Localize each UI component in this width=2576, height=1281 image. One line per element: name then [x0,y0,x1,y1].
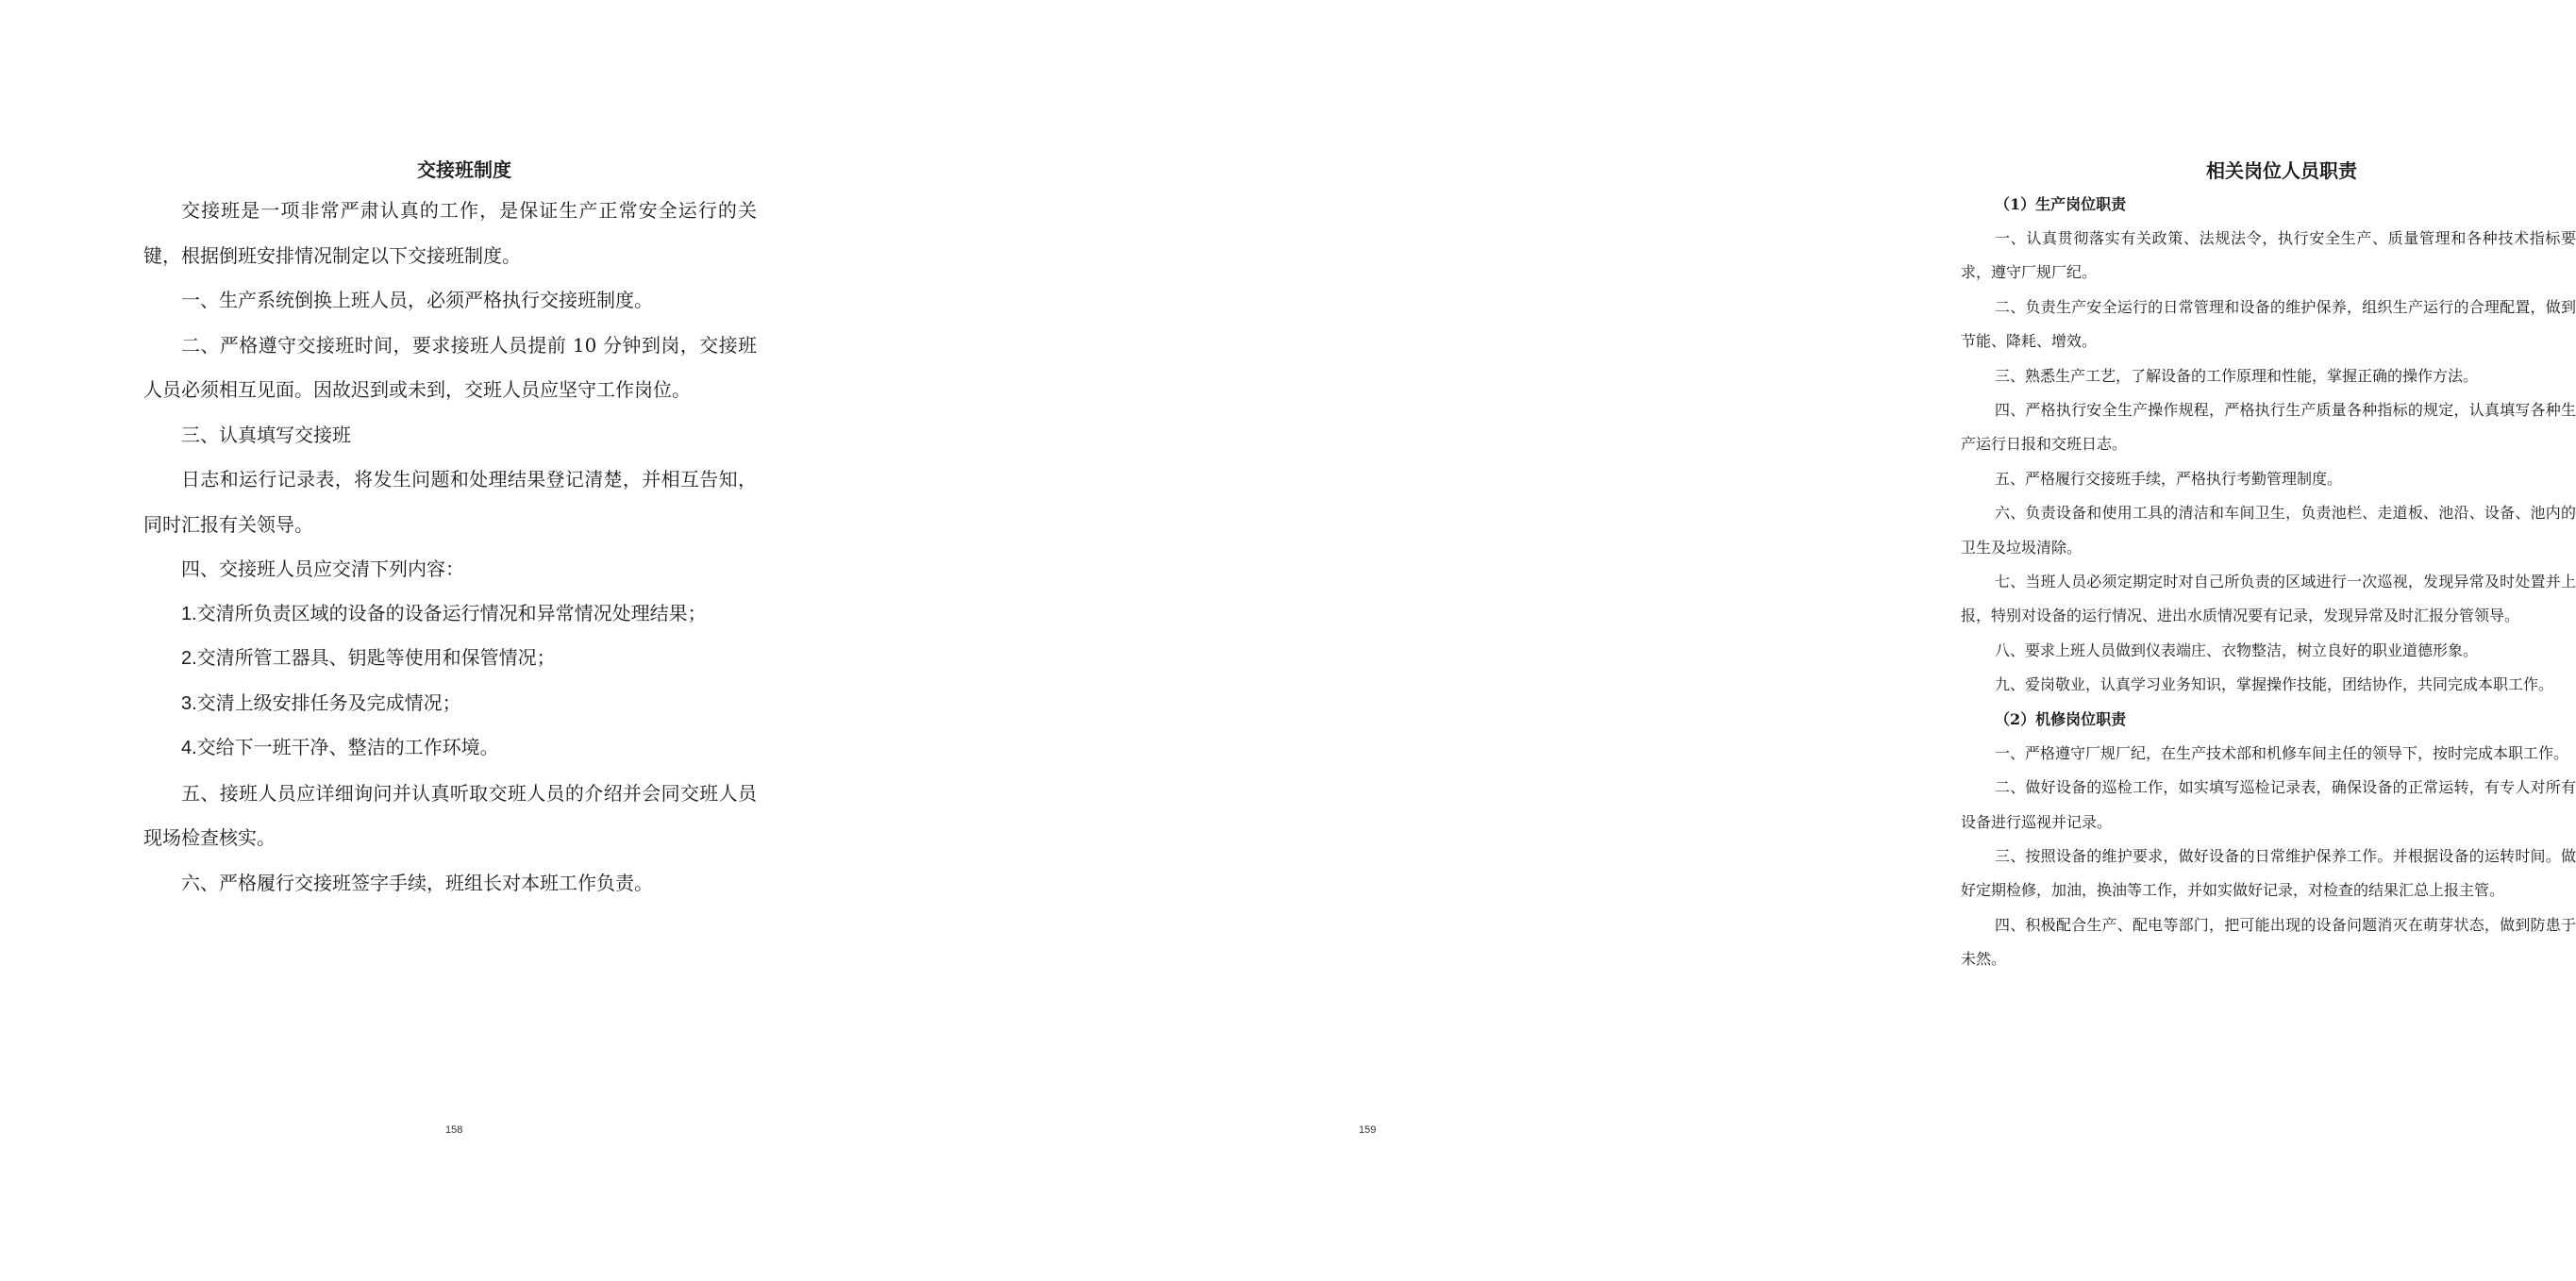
paragraph: 四、积极配合生产、配电等部门，把可能出现的设备问题消灭在萌芽状态，做到防患于未然。 [1961,915,2576,969]
paragraph: 二、负责生产安全运行的日常管理和设备的维护保养，组织生产运行的合理配置，做到节能、降耗、增效。 [1961,297,2576,351]
paragraph: 一、生产系统倒换上班人员，必须严格执行交接班制度。 [181,289,653,311]
paragraph: 三、认真填写交接班 [181,423,351,446]
paragraph: 六、负责设备和使用工具的清洁和车间卫生，负责池栏、走道板、池沿、设备、池内的卫生及垃圾清除。 [1961,504,2576,557]
paragraph: 五、接班人员应详细询问并认真听取交班人员的介绍并会同交班人员现场检查核实。 [143,781,757,849]
paragraph: 二、严格遵守交接班时间，要求接班人员提前 10 分钟到岗，交接班人员必须相互见面。因故迟到或未到，交班人员应坚守工作岗位。 [143,333,757,401]
paragraph: 八、要求上班人员做到仪表端庄、衣物整洁，树立良好的职业道德形象。 [1995,640,2479,659]
paragraph: 七、当班人员必须定期定时对自己所负责的区域进行一次巡视，发现异常及时处置并上报，特别对设备的运行情况、进出水质情况要有记录，发现异常及时汇报分管领导。 [1961,573,2576,625]
paragraph: 三、熟悉生产工艺，了解设备的工作原理和性能，掌握正确的操作方法。 [1995,366,2479,385]
left-page-body [143,151,757,906]
list-item: 3.交清上级安排任务及完成情况； [181,692,461,714]
list-item: 2.交清所管工器具、钥匙等使用和保管情况； [181,648,556,669]
right-page [906,0,2576,1281]
left-page [0,0,906,1281]
paragraph: 九、爱岗敬业，认真学习业务知识，掌握操作技能，团结协作，共同完成本职工作。 [1995,675,2554,694]
list-item: 1.交清所负责区域的设备的设备运行情况和异常情况处理结果； [181,603,707,624]
paragraph: 交接班是一项非常严肃认真的工作，是保证生产正常安全运行的关键，根据倒班安排情况制定以下交接班制度。 [143,199,757,267]
page-title: 相关岗位人员职责 [2206,159,2357,182]
paragraph: 四、严格执行安全生产操作规程，严格执行生产质量各种指标的规定，认真填写各种生产运行日报和交班日志。 [1961,401,2576,454]
paragraph: 三、按照设备的维护要求，做好设备的日常维护保养工作。并根据设备的运转时间。做好定期检修，加油，换油等工作，并如实做好记录，对检查的结果汇总上报主管。 [1961,846,2576,900]
list-item: 4.交给下一班干净、整洁的工作环境。 [181,738,499,758]
section-heading: （1）生产岗位职责 [1995,195,2127,213]
right-page-body [1961,154,2576,977]
page-number: 159 [1359,1124,1377,1136]
paragraph: 五、严格履行交接班手续，严格执行考勤管理制度。 [1995,469,2343,488]
paragraph: 六、严格履行交接班签字手续，班组长对本班工作负责。 [181,871,653,894]
paragraph: 一、认真贯彻落实有关政策、法规法令，执行安全生产、质量管理和各种技术指标要求，遵守厂规厂纪。 [1961,229,2576,282]
paragraph: 二、做好设备的巡检工作，如实填写巡检记录表，确保设备的正常运转，有专人对所有设备进行巡视并记录。 [1961,778,2576,831]
paragraph: 四、交接班人员应交清下列内容： [181,557,464,580]
paragraph: 日志和运行记录表，将发生问题和处理结果登记清楚，并相互告知，同时汇报有关领导。 [143,468,757,536]
section-heading: （2）机修岗位职责 [1995,709,2127,728]
page-title: 交接班制度 [417,158,511,181]
paragraph: 一、严格遵守厂规厂纪，在生产技术部和机修车间主任的领导下，按时完成本职工作。 [1995,743,2569,762]
page-number: 158 [445,1124,463,1136]
